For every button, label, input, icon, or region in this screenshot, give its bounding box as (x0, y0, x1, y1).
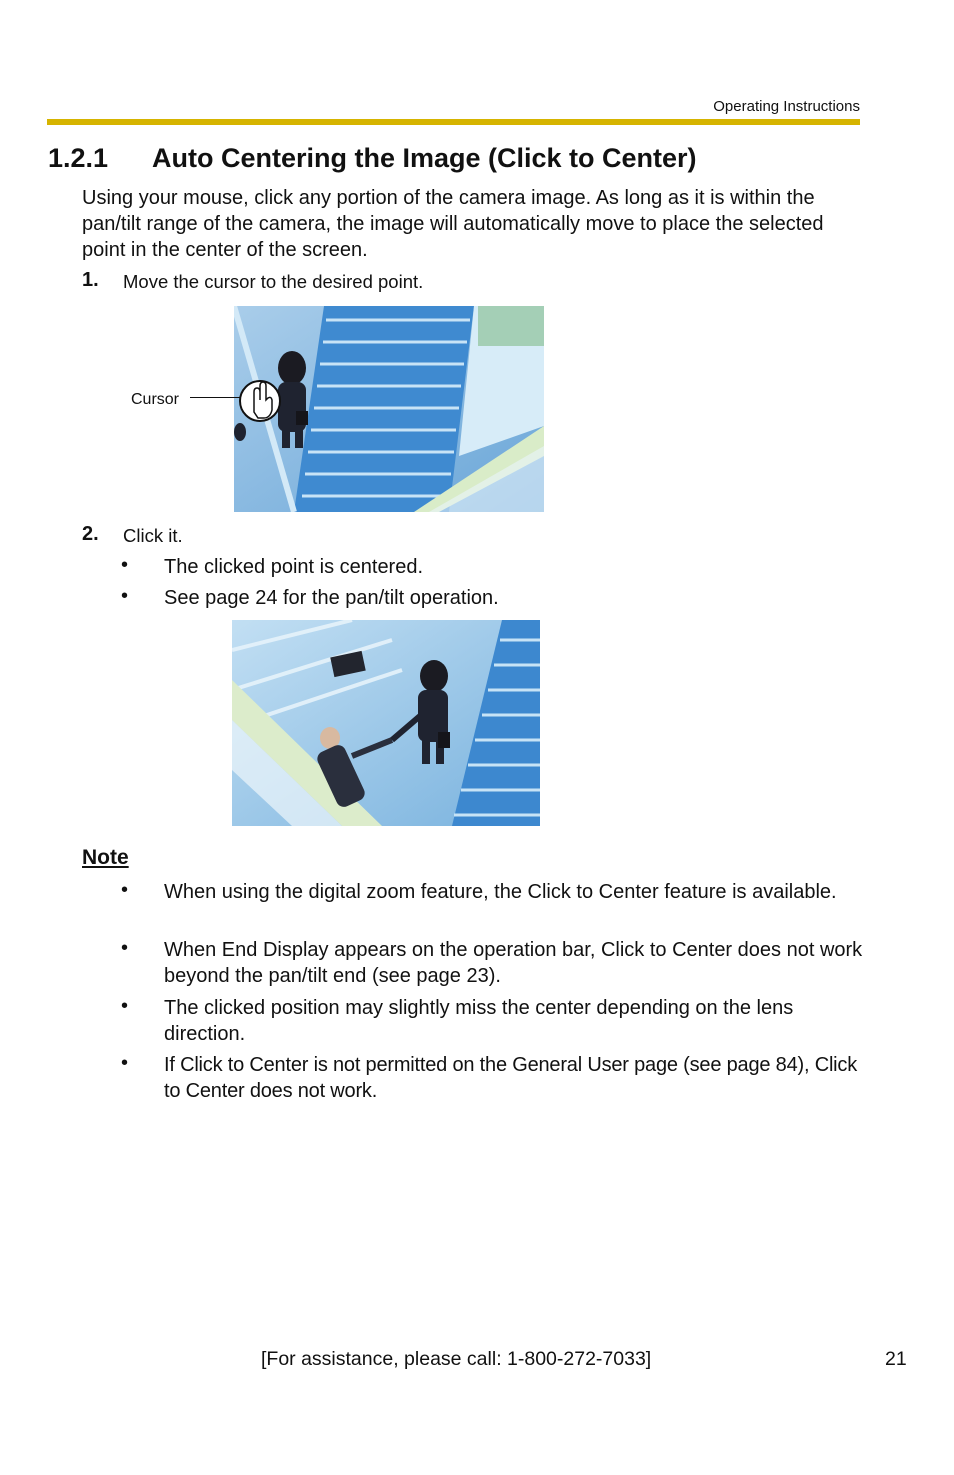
intro-paragraph: Using your mouse, click any portion of the camera image. As long as it is within the pan/tilt range of the camera, the image will automatically move to place the selected point in the center of the screen. (82, 187, 824, 261)
camera-image-before (234, 306, 544, 512)
step-1-text: Move the cursor to the desired point. (123, 271, 424, 292)
section-title: Auto Centering the Image (Click to Center) (152, 143, 697, 173)
note-item-4: If Click to Center is not permitted on the General User page (see page 84), Click to Center does not work. (164, 1054, 858, 1102)
step-2-bullet-2: See page 24 for the pan/tilt operation. (164, 587, 499, 609)
step-2-bullet-1: The clicked point is centered. (164, 556, 424, 578)
camera-image-after (232, 620, 540, 826)
bullet-glyph: • (121, 937, 129, 959)
section-heading (48, 143, 697, 174)
note-item-2: When End Display appears on the operation bar, Click to Center does not work beyond the pan/tilt end (see page 23). (164, 939, 863, 987)
step-2-text: Click it. (123, 525, 183, 546)
note-title: Note (82, 846, 129, 869)
stairs-photo-before (234, 306, 544, 512)
bullet-glyph: • (121, 879, 129, 901)
bullet-glyph: • (121, 585, 129, 607)
bullet-glyph: • (121, 995, 129, 1017)
stairs-photo-after (232, 620, 540, 826)
step-1-number: 1. (82, 269, 99, 291)
step-2-number: 2. (82, 523, 99, 545)
header-rule (47, 119, 860, 125)
assistance-footer: [For assistance, please call: 1-800-272-7033] (261, 1348, 652, 1370)
section-number: 1.2.1 (48, 143, 109, 173)
page-number: 21 (885, 1348, 907, 1370)
note-item-1: When using the digital zoom feature, the Click to Center feature is available. (164, 881, 837, 903)
bullet-glyph: • (121, 1052, 129, 1074)
cursor-callout-label: Cursor (131, 391, 180, 408)
note-item-3: The clicked position may slightly miss the center depending on the lens direction. (164, 997, 794, 1045)
cursor-callout-line (190, 397, 240, 398)
bullet-glyph: • (121, 554, 129, 576)
running-header: Operating Instructions (713, 98, 860, 115)
